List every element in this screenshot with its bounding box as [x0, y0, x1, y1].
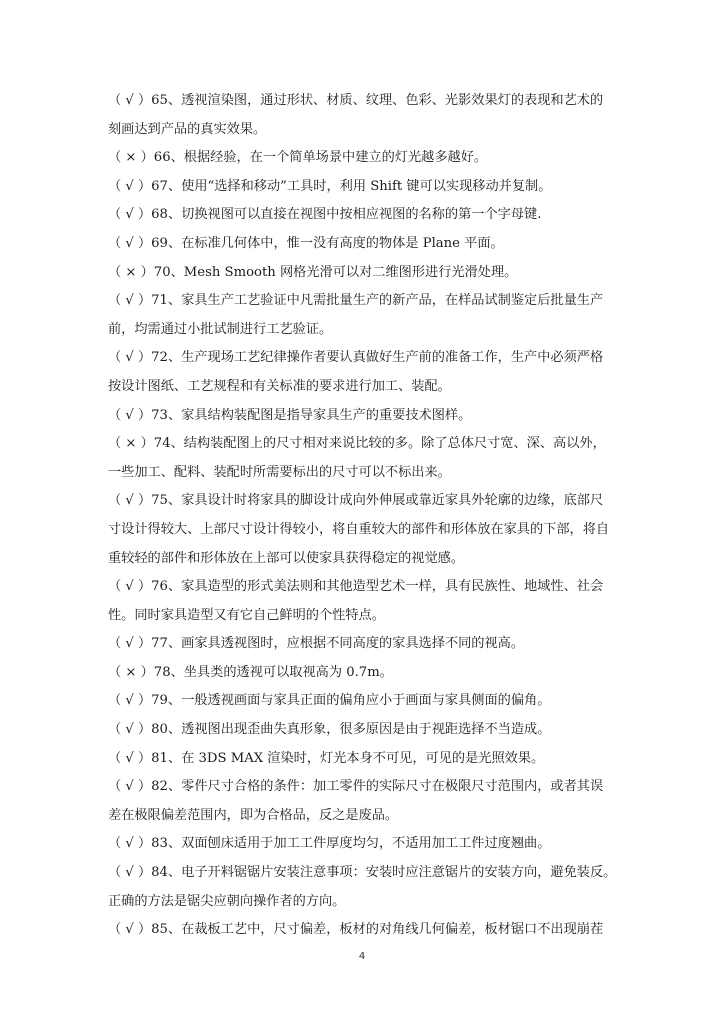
text-line: 前，均需通过小批试制进行工艺验证。	[108, 321, 333, 337]
text-line: （ √ ）73、家具结构装配图是指导家具生产的重要技术图样。	[108, 407, 472, 423]
text-line: （ √ ）81、在 3DS MAX 渲染时，灯光本身不可见，可见的是光照效果。	[108, 750, 545, 766]
document-body	[108, 87, 618, 945]
text-line: 差在极限偏差范围内，即为合格品，反之是废品。	[108, 807, 399, 823]
text-line: （ √ ）67、使用“选择和移动”工具时，利用 Shift 键可以实现移动并复制。	[108, 178, 552, 194]
text-line: （ √ ）68、切换视图可以直接在视图中按相应视图的名称的第一个字母键.	[108, 207, 542, 223]
text-line: （ √ ）84、电子开料锯锯片安装注意事项：安装时应注意锯片的安装方向，避免装反。	[108, 865, 617, 881]
page-number: 4	[358, 951, 366, 962]
text-line: （ √ ）69、在标准几何体中，惟一没有高度的物体是 Plane 平面。	[108, 235, 504, 251]
text-line: （ √ ）83、双面刨床适用于加工工件厚度均匀，不适用加工工件过度翘曲。	[108, 836, 551, 852]
text-line: （ √ ）80、透视图出现歪曲失真形象，很多原因是由于视距选择不当造成。	[108, 722, 551, 738]
text-line: （ √ ）79、一般透视画面与家具正面的偏角应小于画面与家具侧面的偏角。	[108, 693, 551, 709]
text-line: 重较轻的部件和形体放在上部可以使家具获得稳定的视觉感。	[108, 550, 465, 566]
text-line: （ √ ）76、家具造型的形式美法则和其他造型艺术一样，具有民族性、地域性、社会	[108, 579, 604, 595]
text-line: （ × ）74、结构装配图上的尺寸相对来说比较的多。除了总体尺寸宽、深、高以外，	[108, 436, 606, 452]
text-line: 刻画达到产品的真实效果。	[108, 121, 267, 137]
text-line: （ √ ）71、家具生产工艺验证中凡需批量生产的新产品，在样品试制鉴定后批量生产	[108, 293, 604, 309]
text-line: （ √ ）85、在裁板工艺中，尺寸偏差，板材的对角线几何偏差，板材锯口不出现崩茬	[108, 922, 604, 938]
text-line: （ √ ）77、画家具透视图时，应根据不同高度的家具选择不同的视高。	[108, 636, 525, 652]
text-line: （ × ）78、坐具类的透视可以取视高为 0.7m。	[108, 664, 393, 680]
text-line: 按设计图纸、工艺规程和有关标准的要求进行加工、装配。	[108, 378, 451, 394]
text-line: 性。同时家具造型又有它自己鲜明的个性特点。	[108, 607, 385, 623]
text-line: （ × ）66、根据经验，在一个简单场景中建立的灯光越多越好。	[108, 150, 488, 166]
text-line: （ √ ）82、零件尺寸合格的条件：加工零件的实际尺寸在极限尺寸范围内，或者其误	[108, 779, 604, 795]
text-line: （ × ）70、Mesh Smooth 网格光滑可以对二维图形进行光滑处理。	[108, 264, 518, 280]
text-line: 寸设计得较大、上部尺寸设计得较小，将自重较大的部件和形体放在家具的下部，将自	[108, 521, 610, 537]
text-line: 正确的方法是锯尖应朝向操作者的方向。	[108, 893, 346, 909]
text-line: （ √ ）72、生产现场工艺纪律操作者要认真做好生产前的准备工作，生产中必须严格	[108, 350, 604, 366]
text-line: （ √ ）65、透视渲染图，通过形状、材质、纹理、色彩、光影效果灯的表现和艺术的	[108, 93, 604, 108]
text-line: 一些加工、配料、装配时所需要标出的尺寸可以不标出来。	[108, 464, 451, 480]
text-line: （ √ ）75、家具设计时将家具的脚设计成向外伸展或靠近家具外轮廓的边缘，底部尺	[108, 493, 604, 509]
